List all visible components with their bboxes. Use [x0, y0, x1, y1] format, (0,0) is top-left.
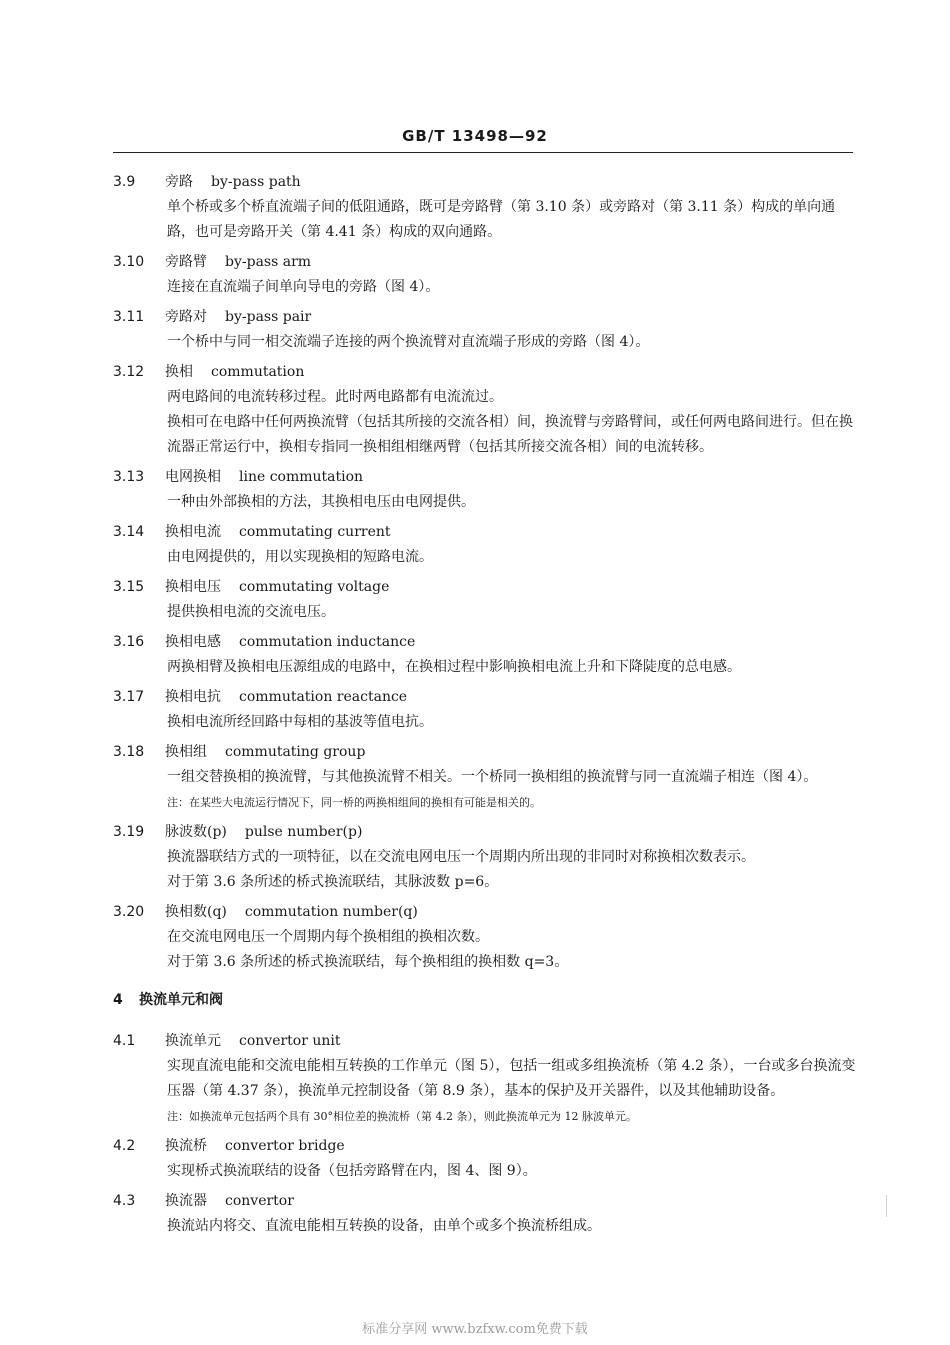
term-english: pulse number(p) — [244, 824, 363, 840]
definition-text: 一组交替换相的换流臂，与其他换流臂不相关。一个桥同一换相组的换流臂与同一直流端子相连（图 4）。 — [167, 769, 818, 785]
clause-number: 3.16 — [113, 634, 145, 650]
term-entry — [113, 465, 863, 515]
term-chinese: 电网换相 — [165, 469, 221, 485]
term-chinese: 换相电抗 — [165, 689, 221, 705]
header-rule — [113, 152, 853, 153]
term-entry — [113, 1189, 863, 1239]
term-heading — [113, 250, 863, 275]
term-english: commutation — [211, 364, 305, 380]
term-entry — [113, 360, 863, 460]
definition-text: 在交流电网电压一个周期内每个换相组的换相次数。 — [167, 929, 489, 945]
clause-number: 3.11 — [113, 309, 145, 325]
clause-number: 3.20 — [113, 904, 145, 920]
term-english: commutation number(q) — [244, 904, 418, 920]
term-entry — [113, 630, 863, 680]
term-chinese: 旁路 — [165, 174, 193, 190]
term-entry — [113, 740, 863, 815]
section-title: 换流单元和阀 — [139, 992, 223, 1008]
page-header: GB/T 13498—92 — [402, 127, 548, 145]
term-chinese: 旁路对 — [165, 309, 207, 325]
term-entry — [113, 250, 863, 300]
term-english: commutation inductance — [239, 634, 416, 650]
definition-text: 实现桥式换流联结的设备（包括旁路臂在内，图 4、图 9）。 — [167, 1163, 537, 1179]
section-4-entries — [113, 1029, 863, 1239]
definition-text: 对于第 3.6 条所述的桥式换流联结，每个换相组的换相数 q=3。 — [167, 954, 569, 970]
definition-text: 提供换相电流的交流电压。 — [167, 604, 335, 620]
document-body — [113, 170, 863, 1244]
term-english: convertor unit — [239, 1033, 341, 1049]
term-heading — [113, 520, 863, 545]
term-english: commutating group — [225, 744, 366, 760]
definition-text: 一个桥中与同一相交流端子连接的两个换流臂对直流端子形成的旁路（图 4）。 — [167, 334, 650, 350]
clause-number: 3.18 — [113, 744, 145, 760]
scan-mark — [886, 1195, 887, 1217]
definition-text: 连接在直流端子间单向导电的旁路（图 4）。 — [167, 279, 440, 295]
term-chinese: 换相电压 — [165, 579, 221, 595]
term-heading — [113, 575, 863, 600]
term-heading — [113, 465, 863, 490]
clause-number: 3.10 — [113, 254, 145, 270]
term-heading — [113, 305, 863, 330]
term-entry — [113, 520, 863, 570]
clause-number: 3.12 — [113, 364, 145, 380]
term-heading — [113, 360, 863, 385]
term-english: by-pass pair — [225, 309, 312, 325]
term-english: line commutation — [239, 469, 364, 485]
term-chinese: 换相数(q) — [165, 904, 227, 920]
term-heading — [113, 1029, 863, 1054]
clause-number: 4.2 — [113, 1138, 136, 1154]
term-heading — [113, 685, 863, 710]
term-heading — [113, 1189, 863, 1214]
clause-number: 3.13 — [113, 469, 145, 485]
clause-number: 3.17 — [113, 689, 145, 705]
term-entry — [113, 1134, 863, 1184]
clause-number: 3.15 — [113, 579, 145, 595]
term-heading — [113, 740, 863, 765]
term-entry — [113, 685, 863, 735]
footer-watermark: 标准分享网 www.bzfxw.com免费下载 — [362, 1322, 588, 1337]
term-chinese: 换相组 — [165, 744, 207, 760]
definition-text: 两换相臂及换相电压源组成的电路中，在换相过程中影响换相电流上升和下降陡度的总电感。 — [167, 659, 741, 675]
definition-text: 换流器联结方式的一项特征，以在交流电网电压一个周期内所出现的非同时对称换相次数表示。 — [167, 849, 755, 865]
definition-text: 实现直流电能和交流电能相互转换的工作单元（图 5），包括一组或多组换流桥（第 4.2 条），一台或多台换流变压器（第 4.37 条），换流单元控制设备（第 8.9 条），基本的保护及开关器件，以及其他辅助设备。 — [167, 1058, 856, 1099]
clause-number: 3.9 — [113, 174, 136, 190]
term-english: convertor — [225, 1193, 294, 1209]
term-entry — [113, 1029, 863, 1129]
clause-number: 4.1 — [113, 1033, 136, 1049]
definition-text: 单个桥或多个桥直流端子间的低阻通路，既可是旁路臂（第 3.10 条）或旁路对（第 3.11 条）构成的单向通路，也可是旁路开关（第 4.41 条）构成的双向通路。 — [167, 199, 836, 240]
term-chinese: 换流桥 — [165, 1138, 207, 1154]
term-chinese: 换相电感 — [165, 634, 221, 650]
clause-number: 4.3 — [113, 1193, 136, 1209]
term-heading — [113, 900, 863, 925]
term-chinese: 换相 — [165, 364, 193, 380]
clause-number: 3.19 — [113, 824, 145, 840]
note-text: 注：如换流单元包括两个具有 30°相位差的换流桥（第 4.2 条），则此换流单元为 12 脉波单元。 — [167, 1110, 637, 1123]
term-chinese: 旁路臂 — [165, 254, 207, 270]
section-number: 4 — [113, 992, 123, 1008]
term-english: convertor bridge — [225, 1138, 345, 1154]
term-chinese: 换流单元 — [165, 1033, 221, 1049]
term-english: commutating voltage — [239, 579, 390, 595]
term-entry — [113, 900, 863, 975]
term-heading — [113, 630, 863, 655]
note-text: 注：在某些大电流运行情况下，同一桥的两换相组间的换相有可能是相关的。 — [167, 796, 541, 809]
term-heading — [113, 1134, 863, 1159]
definition-text: 由电网提供的，用以实现换相的短路电流。 — [167, 549, 433, 565]
term-entry — [113, 575, 863, 625]
section-4-heading — [113, 988, 863, 1013]
definition-text: 换流站内将交、直流电能相互转换的设备，由单个或多个换流桥组成。 — [167, 1218, 601, 1234]
definition-text: 换相可在电路中任何两换流臂（包括其所接的交流各相）间，换流臂与旁路臂间，或任何两电路间进行。但在换流器正常运行中，换相专指同一换相组相继两臂（包括其所接交流各相）间的电流转移。 — [167, 414, 853, 455]
term-entry — [113, 820, 863, 895]
definition-text: 两电路间的电流转移过程。此时两电路都有电流流过。 — [167, 389, 503, 405]
term-chinese: 换相电流 — [165, 524, 221, 540]
definition-text: 一种由外部换相的方法，其换相电压由电网提供。 — [167, 494, 475, 510]
term-english: by-pass arm — [225, 254, 312, 270]
term-heading — [113, 170, 863, 195]
term-heading — [113, 820, 863, 845]
term-english: by-pass path — [211, 174, 301, 190]
term-english: commutating current — [239, 524, 391, 540]
term-entry — [113, 170, 863, 245]
definition-text: 对于第 3.6 条所述的桥式换流联结，其脉波数 p=6。 — [167, 874, 499, 890]
term-chinese: 脉波数(p) — [165, 824, 227, 840]
section-3-entries — [113, 170, 863, 975]
term-chinese: 换流器 — [165, 1193, 207, 1209]
term-english: commutation reactance — [239, 689, 408, 705]
clause-number: 3.14 — [113, 524, 145, 540]
term-entry — [113, 305, 863, 355]
definition-text: 换相电流所经回路中每相的基波等值电抗。 — [167, 714, 433, 730]
